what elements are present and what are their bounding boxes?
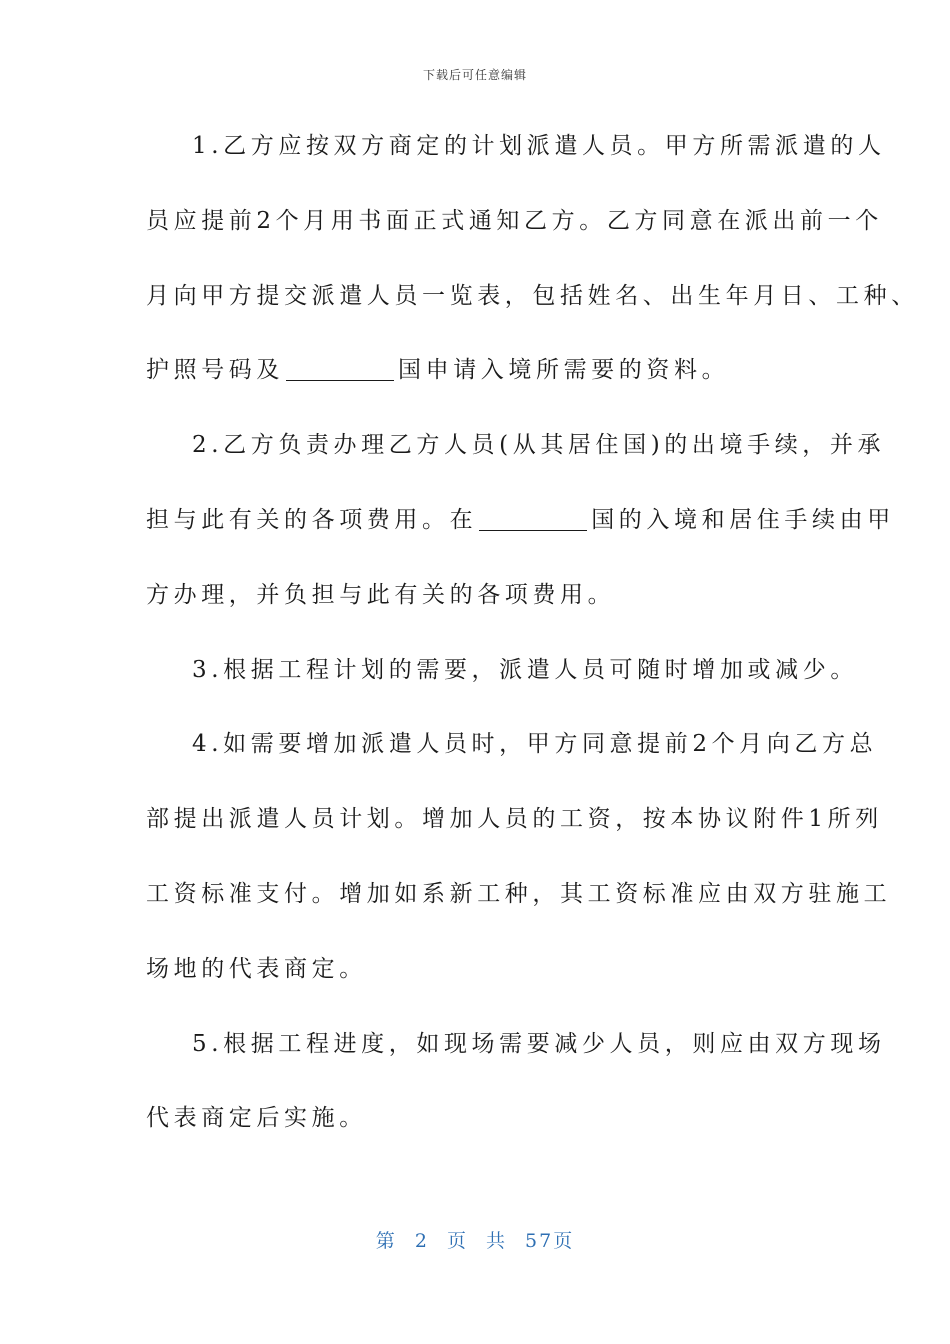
text-line: [146, 492, 895, 567]
text-segment: 护照号码及: [146, 357, 284, 384]
text-line: 代表商定后实施。: [146, 1105, 367, 1132]
text-segment: 国的入境和居住手续由甲: [591, 506, 895, 533]
page-number: 第 2 页 共 57页: [375, 1230, 575, 1252]
text-segment: 担与此有关的各项费用。在: [146, 506, 478, 533]
text-line: 4.如需要增加派遣人员时，甲方同意提前2个月向乙方总: [192, 731, 878, 758]
text-line: 2.乙方负责办理乙方人员(从其居住国)的出境手续，并承: [192, 432, 886, 459]
text-line: 5.根据工程进度，如现场需要减少人员，则应由双方现场: [192, 1030, 886, 1057]
fill-in-blank: [286, 344, 394, 381]
header-note: 下载后可任意编辑: [422, 68, 527, 82]
text-line: 3.根据工程计划的需要，派遣人员可随时增加或减少。: [192, 656, 858, 683]
document-body: [146, 118, 919, 1165]
fill-in-blank: [479, 494, 587, 531]
text-segment: 国申请入境所需要的资料。: [398, 357, 730, 384]
text-line: 场地的代表商定。: [146, 955, 367, 982]
text-line: 工资标准支付。增加如系新工种，其工资标准应由双方驻施工: [146, 880, 892, 907]
text-line: 1.乙方应按双方商定的计划派遣人员。甲方所需派遣的人: [192, 133, 886, 159]
text-line: 部提出派遣人员计划。增加人员的工资，按本协议附件1所列: [146, 806, 883, 833]
text-line: [146, 342, 806, 417]
text-line: 方办理，并负担与此有关的各项费用。: [146, 581, 616, 608]
text-line: 月向甲方提交派遣人员一览表，包括姓名、出生年月日、工种、: [146, 282, 919, 309]
text-line: 员应提前2个月用书面正式通知乙方。乙方同意在派出前一个: [146, 207, 883, 234]
